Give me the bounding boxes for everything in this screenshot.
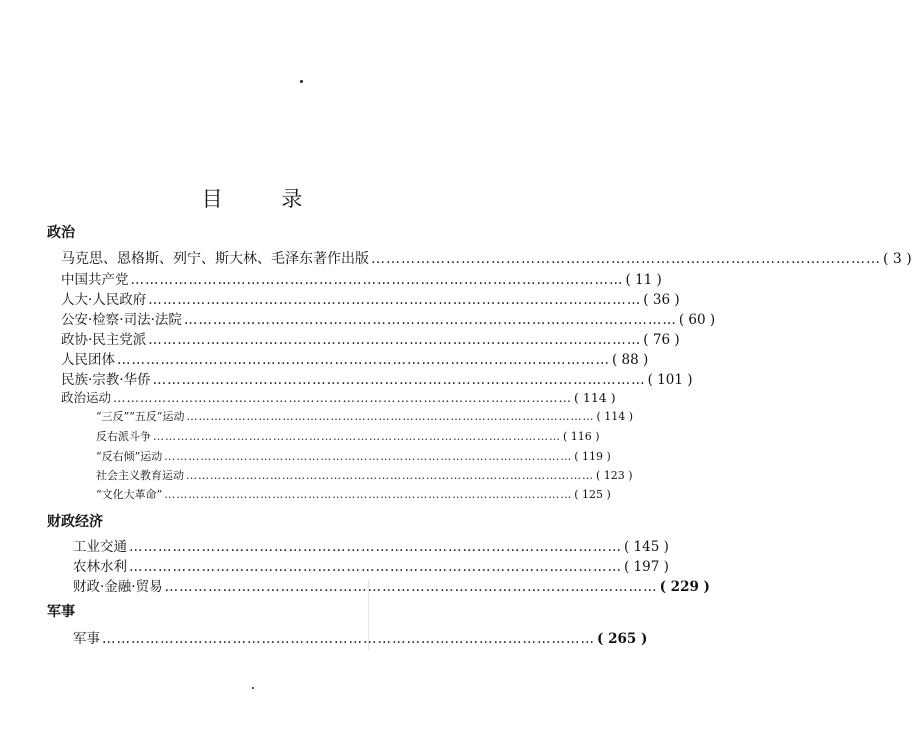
toc-entry[interactable] [61, 268, 662, 288]
toc-entry-page: ( 114 ) [596, 410, 634, 423]
toc-entry-page: ( 197 ) [624, 559, 669, 575]
toc-entry-title: “文化大革命” [96, 488, 163, 501]
section-heading-military: 军事 [47, 604, 75, 620]
toc-subentry[interactable] [96, 486, 611, 502]
toc-dot-leader: ………………………………………………………………………………………… [152, 372, 646, 388]
toc-dot-leader: ………………………………………………………………………………………… [164, 450, 573, 463]
toc-entry-page: ( 101 ) [647, 372, 693, 388]
section-heading-politics: 政治 [47, 225, 75, 241]
toc-dot-leader: ………………………………………………………………………………………… [186, 469, 594, 482]
toc-entry-page: ( 119 ) [574, 450, 611, 463]
toc-entry-page: ( 114 ) [574, 390, 616, 405]
toc-entry-title: 人民团体 [61, 352, 115, 368]
toc-entry-page: ( 123 ) [596, 469, 633, 482]
scan-speck [300, 80, 303, 83]
toc-entry-title: 马克思、恩格斯、列宁、斯大林、毛泽东著作出版 [61, 251, 369, 267]
toc-entry-title: 人大·人民政府 [61, 292, 147, 308]
toc-entry-title: 政协·民主党派 [61, 332, 147, 348]
page-title: 目 录 [201, 187, 329, 211]
toc-entry-page: ( 125 ) [574, 488, 611, 501]
toc-entry[interactable] [61, 308, 716, 328]
toc-dot-leader: ………………………………………………………………………………………… [148, 332, 642, 348]
toc-dot-leader: ………………………………………………………………………………………… [164, 579, 658, 595]
toc-entry[interactable] [61, 348, 649, 368]
toc-subentry[interactable] [96, 428, 600, 444]
toc-entry-title: 政治运动 [61, 390, 112, 405]
toc-entry-title: 反右派斗争 [96, 430, 151, 443]
toc-subentry[interactable] [96, 448, 611, 464]
toc-entry-page: ( 145 ) [624, 539, 669, 555]
toc-entry-title: 财政·金融·贸易 [73, 579, 163, 595]
toc-entry[interactable] [73, 535, 669, 555]
toc-entry-title: “三反”“五反”运动 [96, 410, 185, 423]
toc-entry-page: ( 76 ) [643, 332, 680, 348]
toc-entry-page: ( 3 ) [883, 251, 912, 267]
toc-entry[interactable] [73, 575, 710, 595]
toc-entry-title: “反右倾”运动 [96, 450, 163, 463]
toc-entry-page: ( 229 ) [659, 579, 710, 595]
toc-entry-title: 工业交通 [73, 539, 127, 555]
toc-entry[interactable] [73, 627, 648, 647]
toc-entry[interactable] [61, 328, 680, 348]
toc-dot-leader: ………………………………………………………………………………………… [129, 559, 622, 575]
toc-entry-title: 公安·检察·司法·法院 [61, 312, 182, 328]
toc-entry-page: ( 116 ) [563, 430, 600, 443]
toc-dot-leader: ………………………………………………………………………………………… [186, 410, 595, 423]
toc-subentry[interactable] [96, 467, 633, 483]
toc-entry[interactable] [61, 368, 693, 388]
toc-entry-title: 民族·宗教·华侨 [61, 372, 151, 388]
toc-subentry[interactable] [96, 408, 634, 424]
toc-dot-leader: ………………………………………………………………………………………… [117, 352, 610, 368]
toc-dot-leader: ………………………………………………………………………………………… [148, 292, 642, 308]
toc-dot-leader: ………………………………………………………………………………………… [153, 430, 561, 443]
toc-entry[interactable] [61, 288, 680, 308]
toc-entry-page: ( 265 ) [597, 631, 648, 647]
toc-entry-page: ( 36 ) [643, 292, 680, 308]
toc-dot-leader: ………………………………………………………………………………………… [371, 251, 881, 267]
toc-entry-title: 中国共产党 [61, 272, 129, 288]
toc-dot-leader: ………………………………………………………………………………………… [113, 390, 573, 405]
section-heading-finance-economy: 财政经济 [47, 514, 103, 530]
toc-entry-title: 军事 [73, 631, 100, 647]
toc-entry-title: 农林水利 [73, 559, 127, 575]
toc-entry[interactable] [61, 248, 912, 268]
toc-dot-leader: ………………………………………………………………………………………… [130, 272, 624, 288]
toc-entry[interactable] [61, 388, 616, 406]
toc-entry-page: ( 88 ) [612, 352, 649, 368]
toc-dot-leader: ………………………………………………………………………………………… [102, 631, 595, 647]
scan-speck [252, 687, 254, 689]
toc-dot-leader: ………………………………………………………………………………………… [164, 488, 573, 501]
toc-entry-title: 社会主义教育运动 [96, 469, 184, 482]
toc-entry-page: ( 11 ) [625, 272, 662, 288]
toc-entry-page: ( 60 ) [678, 312, 716, 328]
toc-entry[interactable] [73, 555, 669, 575]
toc-dot-leader: ………………………………………………………………………………………… [183, 312, 677, 328]
toc-dot-leader: ………………………………………………………………………………………… [129, 539, 622, 555]
